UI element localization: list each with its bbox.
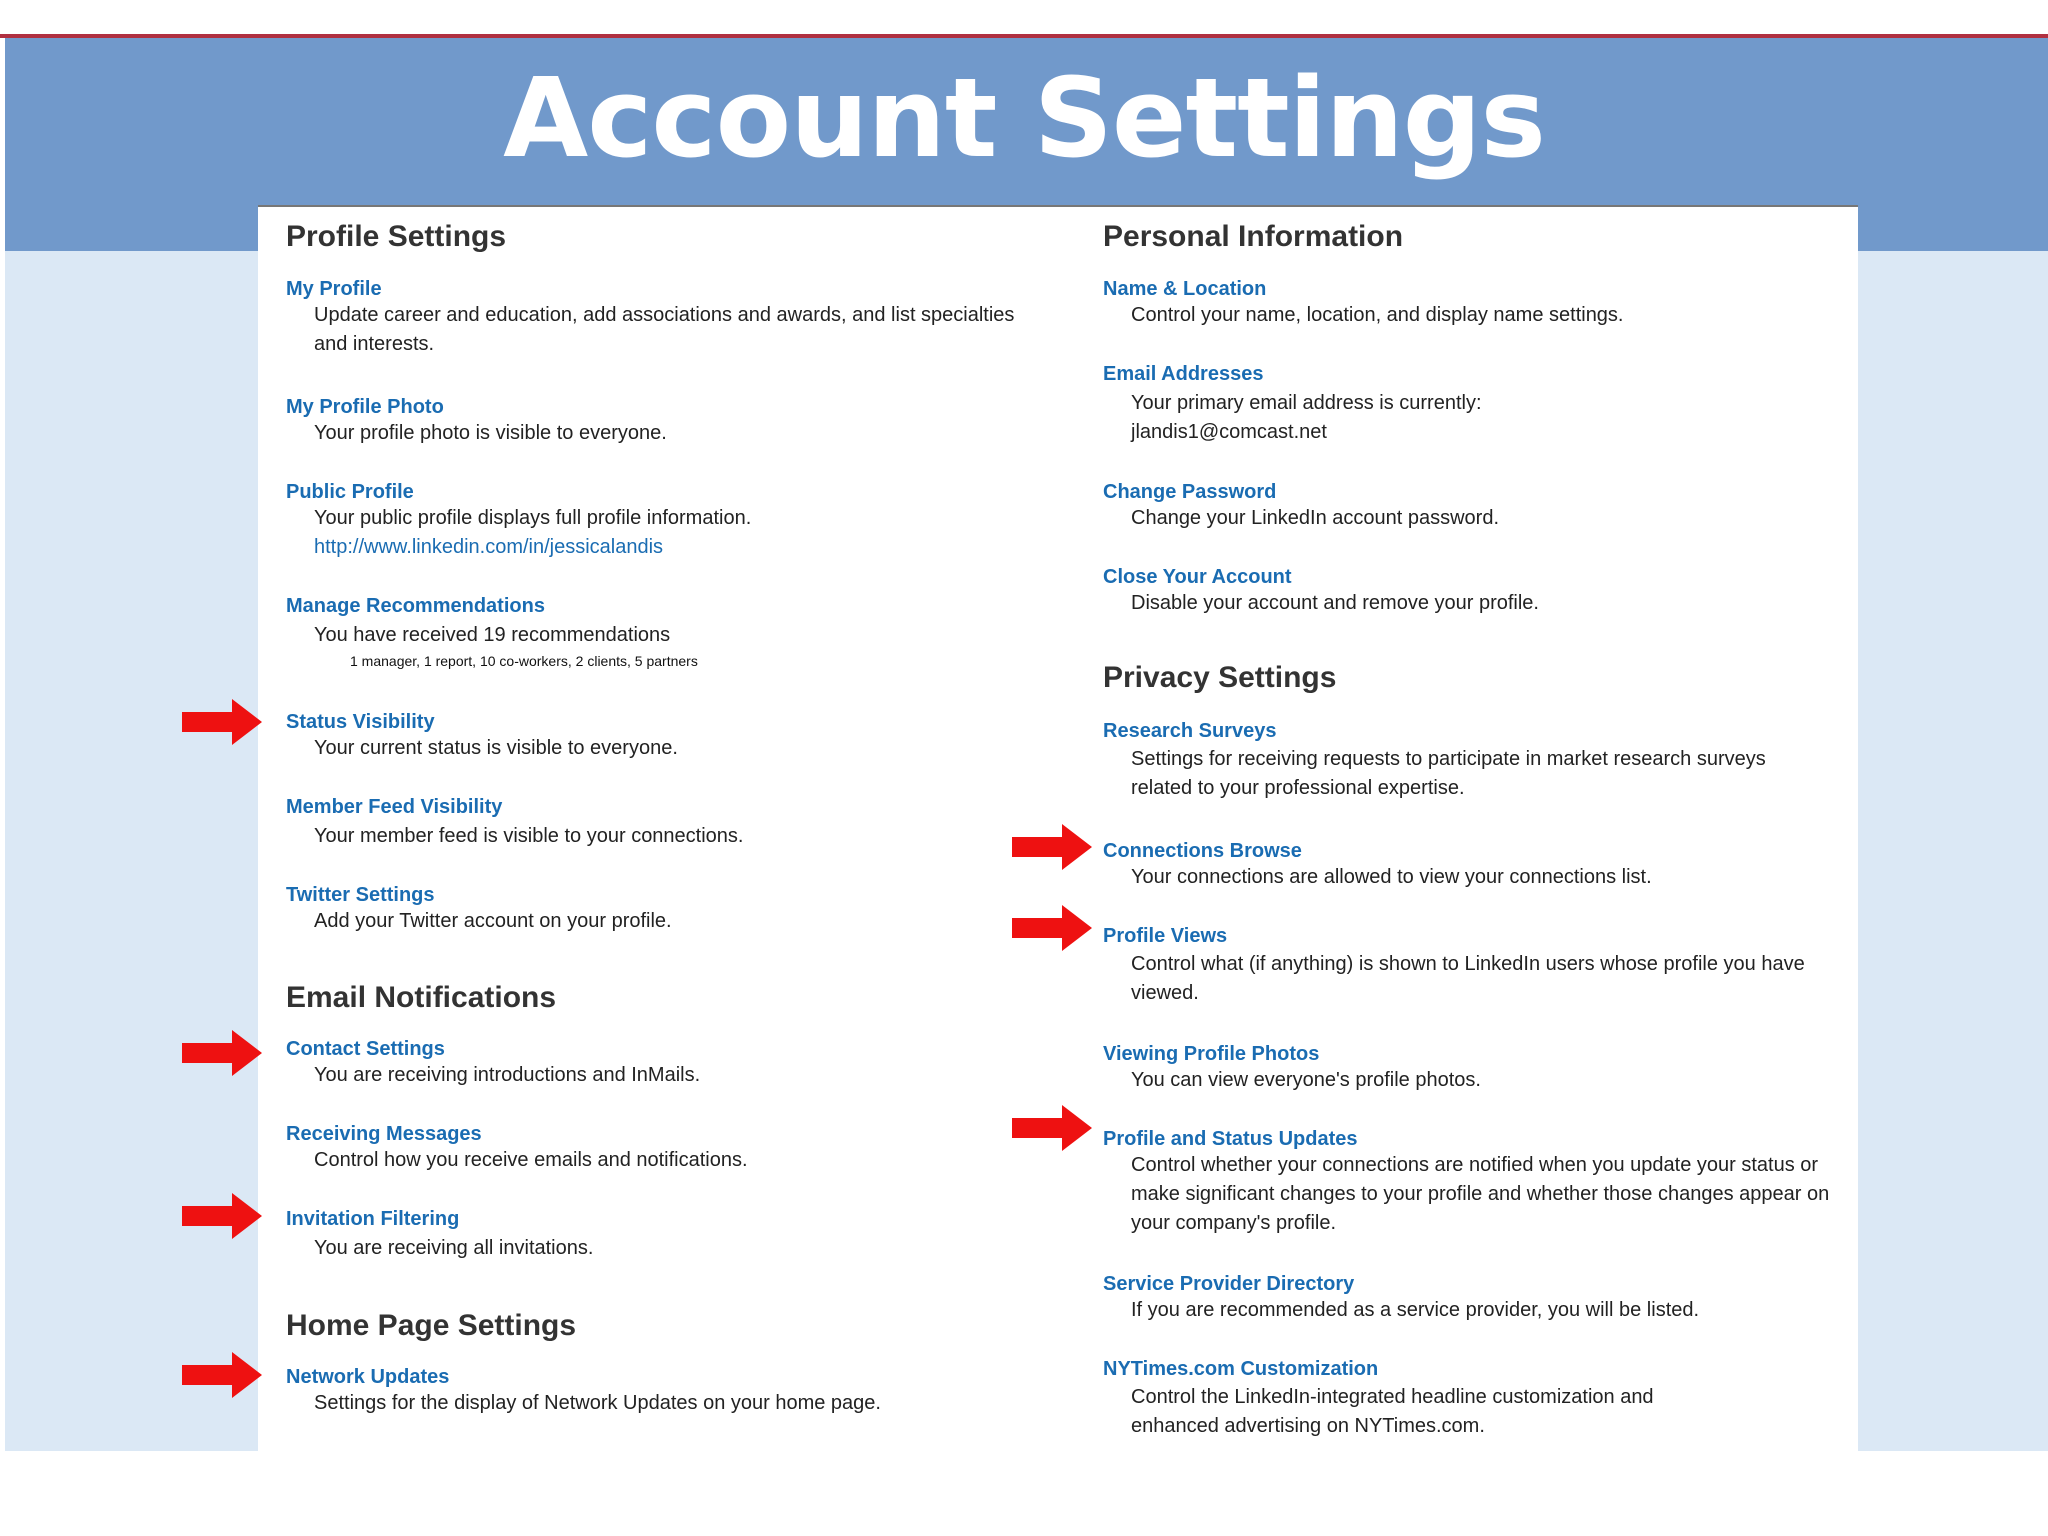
recommendations-breakdown-text: 1 manager, 1 report, 10 co-workers, 2 clients, 5 partners — [350, 653, 698, 669]
nytimes-customization-link[interactable]: NYTimes.com Customization — [1103, 1358, 1379, 1380]
setting-status-visibility — [286, 710, 678, 763]
setting-network-updates — [286, 1365, 881, 1418]
arrow-contact-settings-icon — [182, 1028, 262, 1078]
setting-profile-views — [1103, 924, 1823, 1008]
close-account-description: Disable your account and remove your profile. — [1131, 592, 1539, 614]
public-profile-url-link[interactable]: http://www.linkedin.com/in/jessicalandis — [314, 536, 664, 558]
change-password-description: Change your LinkedIn account password. — [1131, 507, 1500, 529]
network-updates-description: Settings for the display of Network Updates on your home page. — [314, 1392, 881, 1414]
profile-status-updates-link[interactable]: Profile and Status Updates — [1103, 1128, 1358, 1150]
arrow-status-visibility-icon — [182, 697, 262, 747]
manage-recommendations-link[interactable]: Manage Recommendations — [286, 595, 545, 617]
setting-manage-recommendations — [286, 594, 698, 672]
service-provider-directory-link[interactable]: Service Provider Directory — [1103, 1273, 1355, 1295]
setting-research-surveys — [1103, 719, 1823, 803]
name-location-link[interactable]: Name & Location — [1103, 278, 1267, 300]
arrow-invitation-filtering-icon — [182, 1191, 262, 1241]
setting-service-provider-directory — [1103, 1272, 1699, 1325]
nytimes-customization-description: Control the LinkedIn-integrated headline customization and enhanced advertising on NYTimes.com. — [1131, 1386, 1654, 1437]
setting-change-password — [1103, 480, 1499, 533]
member-feed-visibility-description: Your member feed is visible to your connections. — [314, 825, 744, 847]
setting-twitter-settings — [286, 883, 672, 936]
my-profile-description: Update career and education, add associations and awards, and list specialties and interests. — [314, 304, 1015, 355]
my-profile-photo-link[interactable]: My Profile Photo — [286, 396, 444, 418]
setting-connections-browse — [1103, 839, 1652, 892]
service-provider-directory-description: If you are recommended as a service provider, you will be listed. — [1131, 1299, 1700, 1321]
setting-my-profile — [286, 277, 1046, 359]
my-profile-link[interactable]: My Profile — [286, 278, 382, 300]
twitter-settings-link[interactable]: Twitter Settings — [286, 884, 435, 906]
profile-settings-heading: Profile Settings — [286, 220, 507, 253]
connections-browse-description: Your connections are allowed to view your connections list. — [1131, 866, 1652, 888]
research-surveys-description: Settings for receiving requests to participate in market research surveys related to your professional expertise. — [1131, 748, 1766, 799]
setting-viewing-profile-photos — [1103, 1042, 1481, 1095]
setting-invitation-filtering — [286, 1207, 593, 1263]
network-updates-link[interactable]: Network Updates — [286, 1366, 450, 1388]
right-side-band — [1858, 251, 2048, 1451]
name-location-description: Control your name, location, and display name settings. — [1131, 304, 1624, 326]
setting-my-profile-photo — [286, 395, 667, 448]
home-page-settings-heading: Home Page Settings — [286, 1309, 577, 1342]
primary-email-value: jlandis1@comcast.net — [1131, 421, 1327, 443]
arrow-connections-browse-icon — [1012, 822, 1092, 872]
profile-views-description: Control what (if anything) is shown to LinkedIn users whose profile you have viewed. — [1131, 953, 1805, 1004]
arrow-profile-views-icon — [1012, 903, 1092, 953]
invitation-filtering-description: You are receiving all invitations. — [314, 1237, 594, 1259]
left-side-band — [5, 251, 258, 1451]
status-visibility-link[interactable]: Status Visibility — [286, 711, 435, 733]
research-surveys-link[interactable]: Research Surveys — [1103, 720, 1277, 742]
profile-views-link[interactable]: Profile Views — [1103, 925, 1228, 947]
setting-member-feed-visibility — [286, 795, 743, 851]
email-addresses-description: Your primary email address is currently: — [1131, 392, 1482, 414]
change-password-link[interactable]: Change Password — [1103, 481, 1277, 503]
arrow-network-updates-icon — [182, 1350, 262, 1400]
close-account-link[interactable]: Close Your Account — [1103, 566, 1292, 588]
public-profile-link[interactable]: Public Profile — [286, 481, 414, 503]
setting-nytimes-customization — [1103, 1357, 1743, 1441]
setting-receiving-messages — [286, 1122, 748, 1175]
setting-email-addresses — [1103, 362, 1482, 447]
viewing-profile-photos-link[interactable]: Viewing Profile Photos — [1103, 1043, 1320, 1065]
slide-title: Account Settings — [503, 54, 1545, 182]
receiving-messages-description: Control how you receive emails and notifications. — [314, 1149, 748, 1171]
contact-settings-description: You are receiving introductions and InMails. — [314, 1064, 701, 1086]
email-notifications-heading: Email Notifications — [286, 981, 557, 1014]
receiving-messages-link[interactable]: Receiving Messages — [286, 1123, 482, 1145]
twitter-settings-description: Add your Twitter account on your profile. — [314, 910, 672, 932]
viewing-profile-photos-description: You can view everyone's profile photos. — [1131, 1069, 1481, 1091]
setting-contact-settings — [286, 1037, 700, 1090]
setting-close-account — [1103, 565, 1539, 618]
setting-name-location — [1103, 277, 1624, 330]
invitation-filtering-link[interactable]: Invitation Filtering — [286, 1208, 460, 1230]
public-profile-description: Your public profile displays full profile information. — [314, 507, 752, 529]
personal-information-heading: Personal Information — [1103, 220, 1404, 253]
arrow-profile-status-updates-icon — [1012, 1103, 1092, 1153]
contact-settings-link[interactable]: Contact Settings — [286, 1038, 445, 1060]
recommendations-count-text: You have received 19 recommendations — [314, 624, 671, 646]
email-addresses-link[interactable]: Email Addresses — [1103, 363, 1264, 385]
connections-browse-link[interactable]: Connections Browse — [1103, 840, 1302, 862]
member-feed-visibility-link[interactable]: Member Feed Visibility — [286, 796, 503, 818]
privacy-settings-heading: Privacy Settings — [1103, 661, 1337, 694]
setting-profile-status-updates — [1103, 1127, 1838, 1238]
profile-status-updates-description: Control whether your connections are notified when you update your status or make significant changes to your profile and whether those changes appear on your company's profile. — [1131, 1154, 1830, 1234]
setting-public-profile — [286, 480, 751, 562]
my-profile-photo-description: Your profile photo is visible to everyone. — [314, 422, 667, 444]
status-visibility-description: Your current status is visible to everyone. — [314, 737, 678, 759]
